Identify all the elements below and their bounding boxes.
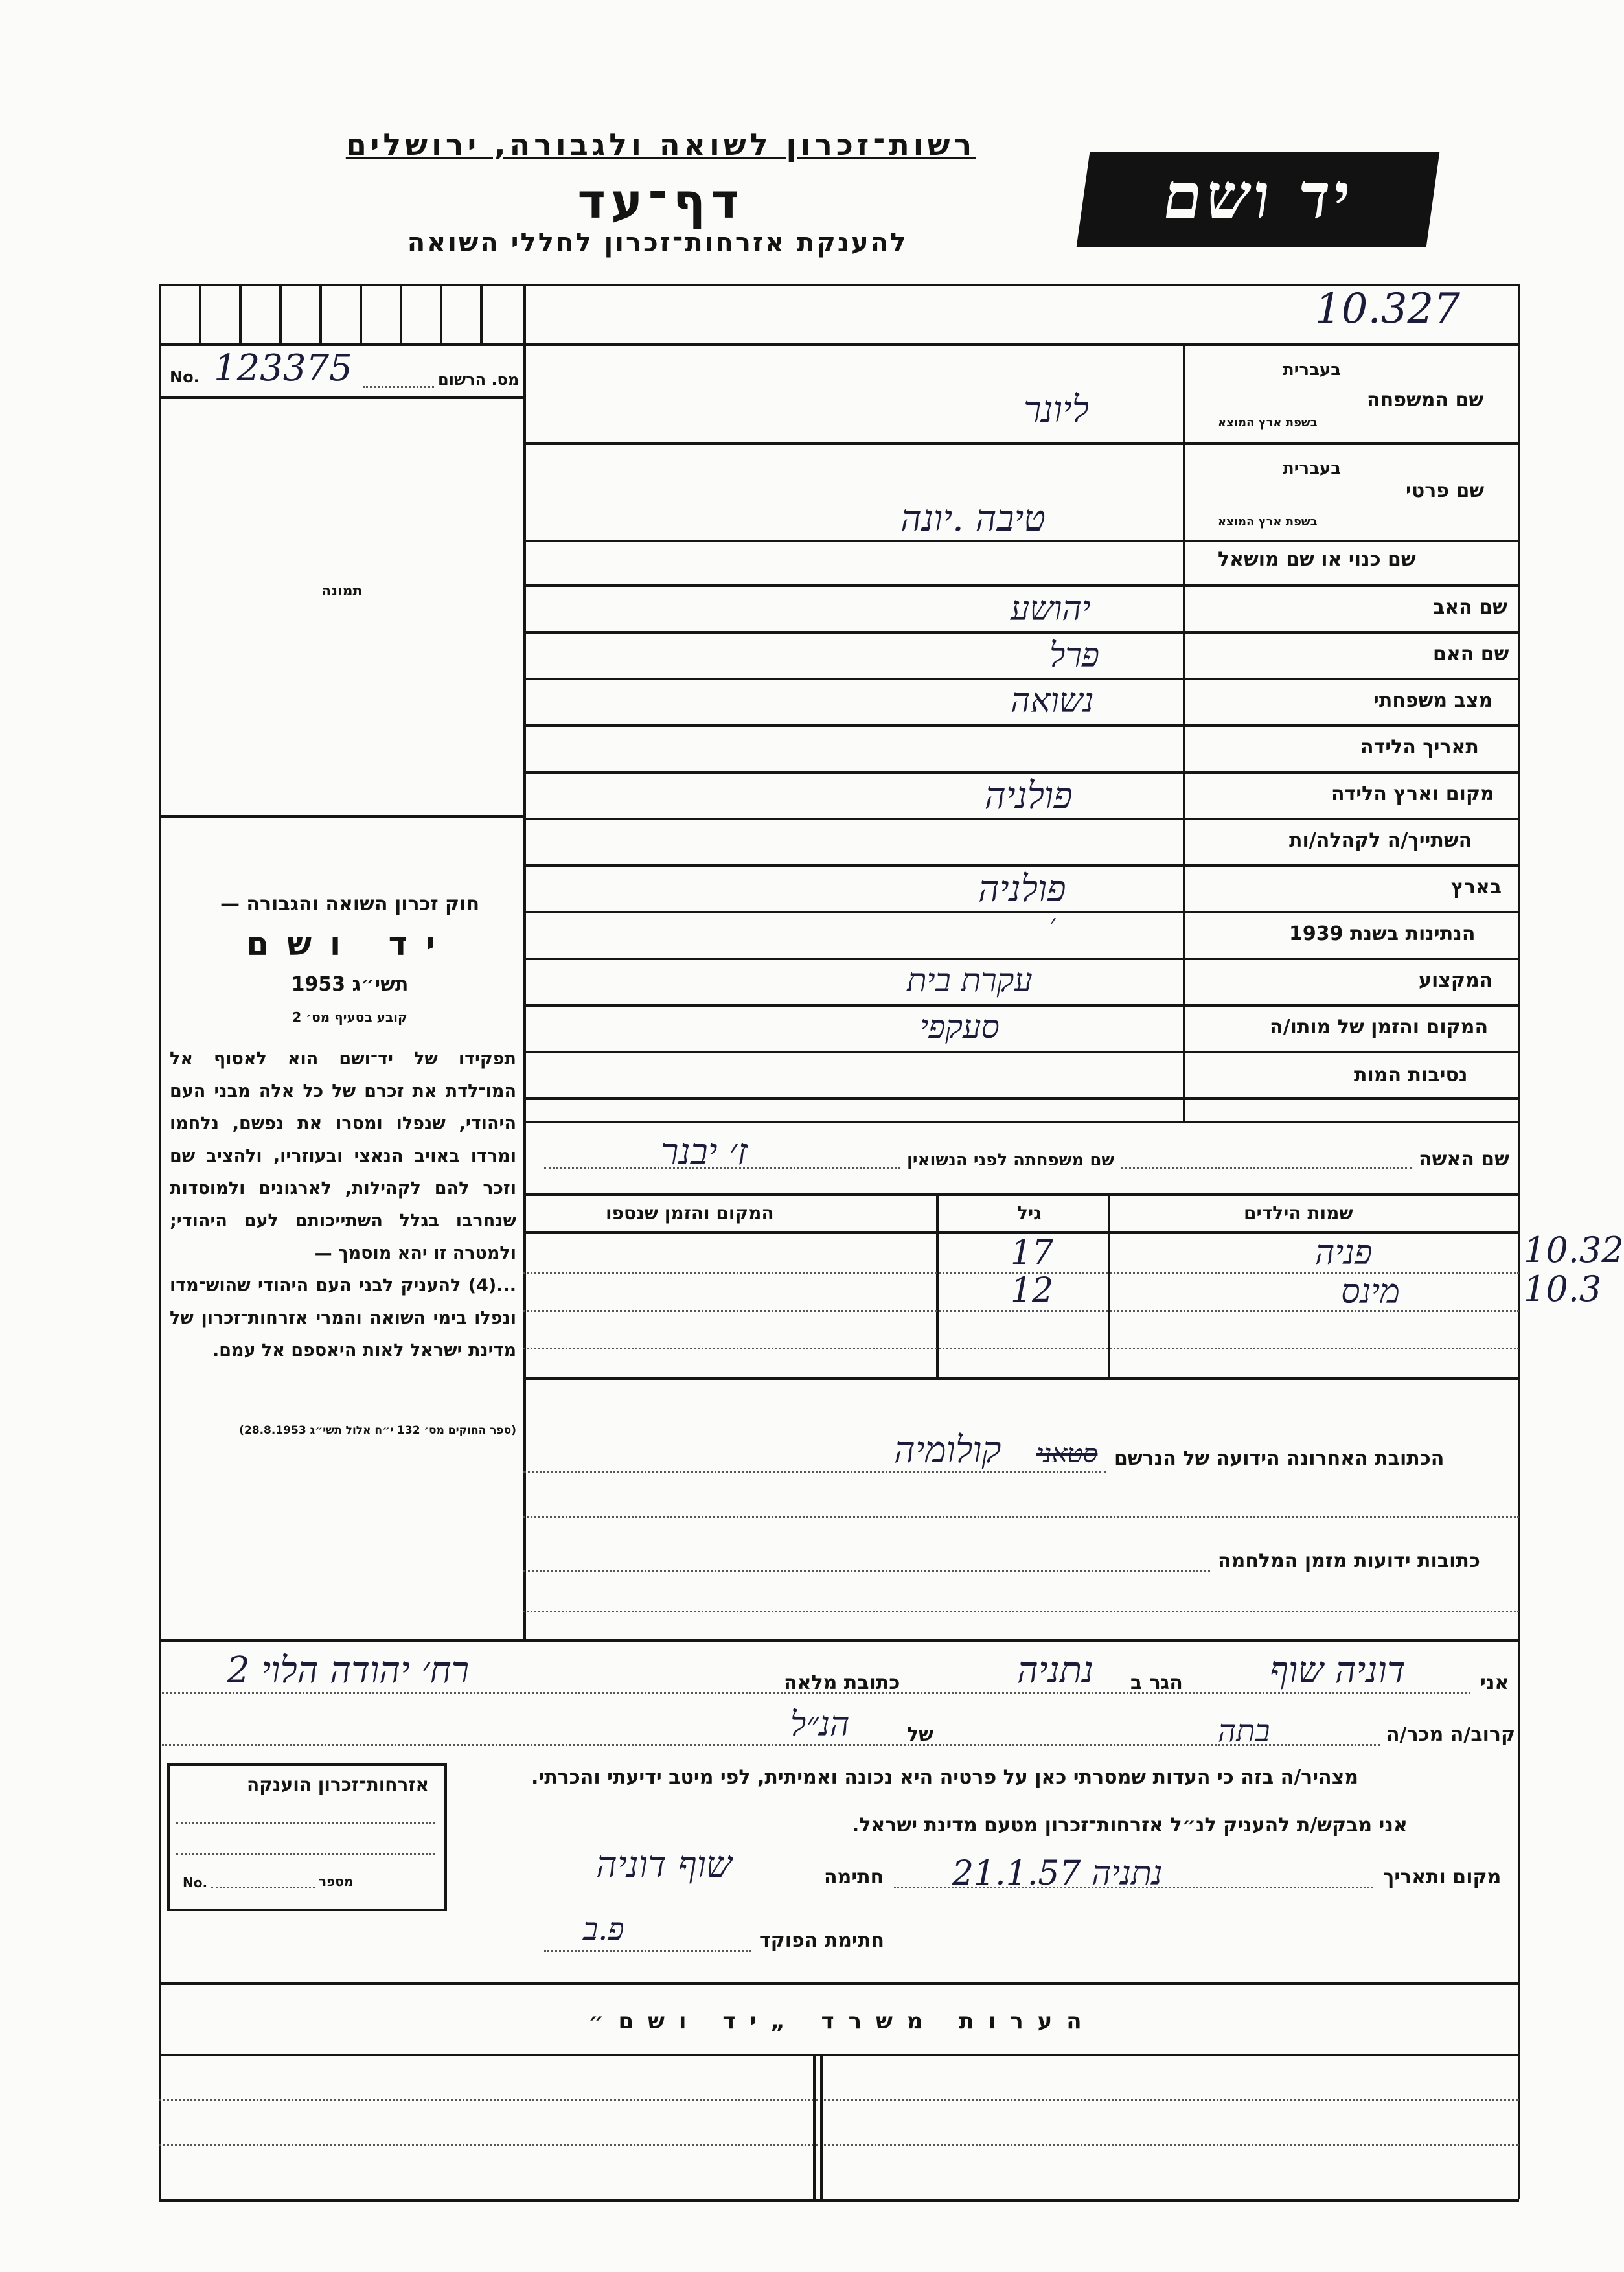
- declarant-full-address-label: כתובת מלאה: [784, 1671, 900, 1694]
- mother-value: פרל: [1049, 636, 1100, 675]
- last-address-value: קולומיה: [894, 1429, 1001, 1471]
- first-name-hebrew-label: בעברית: [1283, 459, 1342, 478]
- declarant-i-label: אני: [1480, 1671, 1509, 1694]
- wartime-address-dots: [523, 1570, 1210, 1572]
- community-label: השתייך/ה לקהלה/ות: [1289, 829, 1472, 852]
- top-box-div: [440, 284, 442, 343]
- law-text-2: ...(4) להעניק לבני העם היהודי שהוש־מדו ונפלו בימי השואה והמרי אזרחות־זכרון של מדינת ישראל לאות היאספם אל עמם.: [170, 1276, 516, 1360]
- law-text-1: תפקידו של יד־ושם הוא לאסוף אל המו־לדת את זכרם של כל אלה מבני העם היהודי, שנפלו ומסרו את נפשם, נלחמו ומרדו באויב הנאצי ובעוזריו, ולהציב שם וזכר להם לקהילות, לארגונים ולמוסדות שנחרבו בגלל השתייכותם לעם היהודי; ולמטרה זו יהא מוסמך —: [170, 1049, 516, 1263]
- birth-date-label: תאריך הלידה: [1360, 736, 1479, 759]
- notes-line: [159, 2054, 1519, 2056]
- marital-status-value: נשואה: [1011, 682, 1094, 720]
- row-line: [523, 724, 1519, 727]
- spouse-line: [523, 1193, 1519, 1196]
- row-line: [523, 864, 1519, 867]
- child-age: 17: [1011, 1234, 1054, 1272]
- citizenship-1939-value: ׳: [1049, 909, 1056, 939]
- registration-number: 123375: [214, 347, 352, 389]
- officer-signature: פ.ב: [583, 1911, 624, 1947]
- declarant-name: דוניה שוף: [1270, 1649, 1406, 1692]
- children-header-age: גיל: [1017, 1202, 1042, 1224]
- notes-divider: [813, 2054, 816, 2199]
- place-date-value: נתניה 21.1.57: [952, 1854, 1163, 1893]
- top-box-div: [319, 284, 322, 343]
- declaration-text: מצהיר/ה בזה כי העדות שמסרתי כאן על פרטיה היא נכונה ואמיתית, לפי מיטב ידיעתי והכרתי.: [531, 1766, 1358, 1789]
- row-line: [523, 1051, 1519, 1053]
- marital-status-label: מצב משפחתי: [1373, 689, 1493, 712]
- spouse-maiden-value: ז׳ יבנר: [661, 1131, 748, 1173]
- photo-label: תמונה: [321, 583, 363, 599]
- family-name-hebrew-label: בעברית: [1283, 360, 1342, 380]
- relative-label: קרוב/ה מכר/ה: [1386, 1723, 1516, 1746]
- mother-label: שם האם: [1433, 643, 1509, 665]
- registration-line: [159, 396, 525, 399]
- notes-divider-2: [820, 2054, 823, 2199]
- form-title: דף־עד: [577, 174, 744, 229]
- country-label: בארץ: [1451, 876, 1502, 899]
- registration-dots: [363, 386, 434, 388]
- child-name: מינס: [1341, 1272, 1400, 1311]
- top-box-div: [360, 284, 362, 343]
- officer-signature-label: חתימת הפוקד: [759, 1929, 884, 1952]
- top-box-div: [199, 284, 201, 343]
- children-col-divider: [936, 1193, 939, 1379]
- law-source: (ספר החוקים מס׳ 132 י״ח אלול תשי״ג 28.8.1953): [239, 1424, 516, 1437]
- father-label: שם האב: [1433, 596, 1507, 619]
- top-box-div: [400, 284, 402, 343]
- yad-vashem-logo: [1077, 152, 1440, 247]
- office-notes-title: הערות משרד „יד ושם״: [588, 2008, 1096, 2034]
- death-place-time-label: המקום והזמן של מותו/ה: [1270, 1016, 1489, 1038]
- row-line: [523, 1121, 1519, 1123]
- registration-no-label: No.: [170, 368, 200, 386]
- children-header-names: שמות הילדים: [1244, 1202, 1353, 1224]
- row-line: [523, 540, 1519, 542]
- profession-value: עקרת בית: [907, 961, 1033, 999]
- children-header-place: המקום והזמן שנספו: [606, 1202, 774, 1224]
- citizenship-box-line: [176, 1853, 435, 1855]
- child-side-note: 10.3: [1524, 1268, 1602, 1309]
- country-value: פולניה: [978, 868, 1066, 910]
- place-date-dots: [894, 1887, 1373, 1888]
- logo-text: יד ושם: [1158, 159, 1359, 233]
- spouse-dots: [1121, 1167, 1412, 1169]
- declarant-residing-label: הגר ב: [1130, 1671, 1183, 1694]
- row-line: [523, 442, 1519, 445]
- authority-title: רשות־זכרון לשואה ולגבורה, ירושלים: [345, 127, 976, 162]
- citizenship-number-dots: [211, 1887, 315, 1888]
- frame-bottom: [159, 2199, 1519, 2202]
- father-value: יהושע: [1011, 590, 1091, 628]
- top-box-line: [159, 343, 1519, 346]
- row-line: [523, 678, 1519, 680]
- first-name-value: טיבה .יונה: [900, 498, 1046, 540]
- last-address-dots-2: [523, 1516, 1519, 1518]
- declarant-residing: נתניה: [1017, 1649, 1094, 1692]
- top-box-div: [279, 284, 282, 343]
- law-year: תשי״ג 1953: [291, 973, 409, 996]
- row-line: [523, 631, 1519, 634]
- family-name-value: ליונר: [1024, 389, 1089, 431]
- row-line: [523, 818, 1519, 820]
- form-subtitle: להענקת אזרחות־זכרון לחללי השואה: [407, 228, 908, 258]
- row-line: [523, 771, 1519, 774]
- first-name-foreign-label: בשפת ארץ המוצא: [1218, 515, 1318, 529]
- citizenship-box-line: [176, 1822, 435, 1824]
- profession-label: המקצוע: [1419, 969, 1493, 992]
- row-line: [523, 1097, 1519, 1100]
- spouse-label: שם האשה: [1419, 1148, 1509, 1171]
- wartime-address-label: כתובות ידועות מזמן המלחמה: [1218, 1550, 1480, 1572]
- citizenship-no-label: No.: [183, 1875, 208, 1890]
- birth-place-label: מקום וארץ הלידה: [1331, 783, 1494, 805]
- frame-right: [1518, 284, 1520, 2199]
- children-row-line: [523, 1348, 1519, 1349]
- child-age: 12: [1011, 1271, 1054, 1310]
- row-line: [523, 958, 1519, 960]
- last-address-dots: [523, 1471, 1106, 1473]
- child-name: פניה: [1315, 1234, 1373, 1272]
- declarant-dots: [162, 1692, 1470, 1694]
- citizenship-1939-label: הנתינות בשנת 1939: [1289, 923, 1476, 945]
- request-text: אני מבקש/ת להעניק לנ״ל אזרחות־זכרון מטעם מדינת ישראל.: [852, 1814, 1408, 1837]
- spouse-maiden-label: שם משפחתה לפני הנשואין: [907, 1151, 1115, 1170]
- frame-left: [159, 284, 161, 2199]
- of-label: של: [907, 1723, 933, 1746]
- wartime-address-dots-2: [523, 1611, 1519, 1612]
- law-name: יד ושם: [246, 925, 453, 963]
- birth-place-value: פולניה: [985, 775, 1073, 817]
- notes-row: [159, 2099, 1519, 2101]
- first-name-label: שם פרטי: [1406, 479, 1485, 502]
- citizenship-number-label: מספר: [319, 1874, 354, 1889]
- top-box-div: [480, 284, 483, 343]
- death-place-time-value: סעקפי: [920, 1008, 1000, 1046]
- row-line: [523, 1004, 1519, 1007]
- photo-bottom: [159, 815, 525, 818]
- children-bottom-line: [523, 1377, 1519, 1380]
- officer-dots: [544, 1950, 751, 1952]
- children-col-divider: [1108, 1193, 1110, 1379]
- relation-value: בתה: [1218, 1713, 1270, 1749]
- row-line: [523, 584, 1519, 587]
- declarant-top-line: [159, 1639, 1519, 1642]
- declarant-full-address: רח׳ יהודה הלוי 2: [227, 1649, 470, 1692]
- last-address-label: הכתובת האחרונה הידועה של הנרשם: [1114, 1447, 1445, 1470]
- declarant-signature: שוף דוניה: [596, 1844, 732, 1886]
- child-side-note: 10.32: [1524, 1230, 1624, 1270]
- place-date-label: מקום ותאריך: [1383, 1866, 1502, 1888]
- last-address-struck: סטאני: [1036, 1439, 1098, 1469]
- family-name-label: שם המשפחה: [1367, 389, 1484, 411]
- notes-top-line: [159, 1982, 1519, 1985]
- top-box-div: [239, 284, 242, 343]
- death-circumstances-label: נסיבות המות: [1354, 1064, 1468, 1086]
- nickname-label: שם כנוי או שם מושאל: [1218, 548, 1416, 571]
- relative-dots: [162, 1744, 1380, 1746]
- law-title: חוק זכרון השואה והגבורה —: [220, 893, 480, 915]
- notes-row: [159, 2144, 1519, 2146]
- family-name-foreign-label: בשפת ארץ המוצא: [1218, 416, 1318, 430]
- law-clause: קובע בסעיף מס׳ 2: [292, 1009, 407, 1025]
- citizenship-granted-box: [167, 1763, 447, 1911]
- signature-label: חתימה: [824, 1866, 884, 1888]
- registration-label: מס. הרשום: [438, 371, 520, 389]
- citizenship-granted-title: אזרחות־זכרון הוענקה: [247, 1774, 429, 1795]
- of-value: הנ״ל: [790, 1705, 850, 1744]
- left-column-divider: [523, 284, 526, 1639]
- row-line: [523, 911, 1519, 913]
- file-number-handwritten: 10.327: [1315, 285, 1460, 333]
